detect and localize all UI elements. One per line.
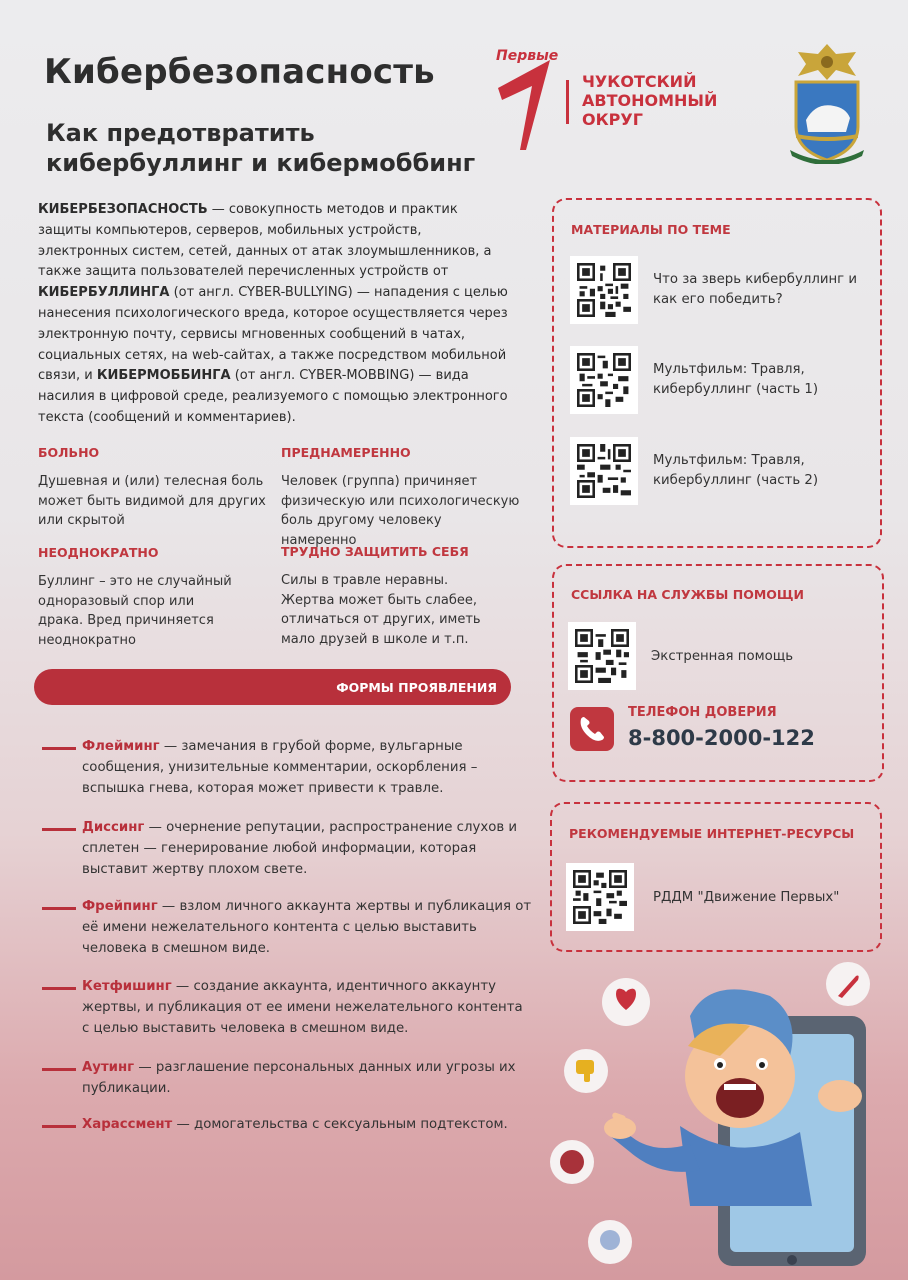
- intro-paragraph: КИБЕРБЕЗОПАСНОСТЬ — совокупность методов и практик защиты компьютеров, серверов, мобильных устройств, электронных систем, сетей, данных от атак злоумышленников, а также защита пользователей перечисленных устройств от КИБЕРБУЛЛИНГА (от англ. CYBER-BULLYING) — нападения с целью нанесения психологического вреда, которое осуществляется через электронную почту, сервисы мгновенных сообщений в чатах, социальных сетях, на web-сайтах, а также посредством мобильной связи, и КИБЕРМОББИНГА (от англ. CYBER-MOBBING) — вида насилия в цифровой среде, реализуемого с помощью электронного текста (сообщений и комментариев).: [38, 202, 508, 425]
- resource-label[interactable]: РДДМ "Движение Первых": [653, 890, 840, 905]
- material-label[interactable]: Мультфильм: Травля, кибербуллинг (часть 2): [653, 453, 819, 488]
- resources-title: РЕКОМЕНДУЕМЫЕ ИНТЕРНЕТ-РЕСУРСЫ: [569, 826, 855, 841]
- feature-text: Силы в травле неравны. Жертва может быть слабее, отличаться от других, иметь мало друзей в школе и т.п.: [281, 573, 481, 647]
- chukotka-coat-of-arms-icon: [786, 40, 868, 164]
- material-label[interactable]: Мультфильм: Травля, кибербуллинг (часть 1): [653, 362, 819, 397]
- form-item-fraping: Фрейпинг — взлом личного аккаунта жертвы и публикация от её имени нежелательного контента с целью выставить человека в смешном виде.: [42, 897, 532, 959]
- angry-teen-illustration: [540, 956, 890, 1276]
- feature-heading: ПРЕДНАМЕРЕННО: [281, 445, 411, 460]
- qr-code-material-3[interactable]: [570, 437, 638, 505]
- phone-icon[interactable]: [570, 707, 614, 751]
- logo-word: Первые: [496, 48, 559, 64]
- pervye-logo: [486, 48, 756, 158]
- feature-heading: ТРУДНО ЗАЩИТИТЬ СЕБЯ: [281, 544, 469, 559]
- qr-code-resource[interactable]: [566, 863, 634, 931]
- number-one-logo-icon: [492, 52, 552, 152]
- materials-title: МАТЕРИАЛЫ ПО ТЕМЕ: [571, 222, 731, 237]
- qr-code-icon: [575, 629, 629, 683]
- logo-divider: [566, 80, 569, 124]
- qr-code-icon: [577, 263, 631, 317]
- form-item-flaming: Флейминг — замечания в грубой форме, вульгарные сообщения, унизительные комментарии, оскорбления – вспышка гнева, которая может привести к травле.: [42, 737, 532, 799]
- forms-section-header: ФОРМЫ ПРОЯВЛЕНИЯ: [34, 669, 511, 705]
- feature-text: Человек (группа) причиняет физическую или психологическую боль другому человеку намеренно: [281, 474, 520, 548]
- helpline-number[interactable]: 8-800-2000-122: [628, 726, 815, 750]
- qr-code-icon: [573, 870, 627, 924]
- chat-bubble-rocket-icon: [826, 962, 870, 1006]
- qr-code-material-2[interactable]: [570, 346, 638, 414]
- qr-code-material-1[interactable]: [570, 256, 638, 324]
- form-item-catfishing: Кетфишинг — создание аккаунта, идентичного аккаунту жертвы, и публикация от ее имени нежелательного контента с целью выставить человека в смешном виде.: [42, 977, 532, 1039]
- phone-handset-icon: [570, 707, 614, 751]
- helpline-title: ТЕЛЕФОН ДОВЕРИЯ: [628, 705, 777, 720]
- feature-deliberate: [281, 445, 521, 550]
- form-item-dissing: Диссинг — очернение репутации, распространение слухов и сплетен — генерирование любой информации, которая выставит жертву плохом свете.: [42, 818, 532, 880]
- feature-text: Душевная и (или) телесная боль может быть видимой для других или скрытой: [38, 474, 266, 528]
- page-title: Кибербезопасность: [44, 52, 435, 92]
- help-title: ССЫЛКА НА СЛУЖБЫ ПОМОЩИ: [571, 587, 804, 602]
- form-item-harassment: Харассмент — домогательства с сексуальным подтекстом.: [42, 1115, 532, 1136]
- qr-code-emergency[interactable]: [568, 622, 636, 690]
- feature-painful: [38, 445, 278, 531]
- feature-hard-to-defend: [281, 544, 521, 649]
- form-item-outing: Аутинг — разглашение персональных данных или угрозы их публикации.: [42, 1058, 532, 1100]
- feature-heading: НЕОДНОКРАТНО: [38, 545, 159, 560]
- emergency-label[interactable]: Экстренная помощь: [651, 649, 794, 664]
- qr-code-icon: [577, 444, 631, 498]
- feature-heading: БОЛЬНО: [38, 445, 100, 460]
- page-subtitle: Как предотвратить кибербуллинг и кибермоббинг: [46, 119, 476, 177]
- qr-code-icon: [577, 353, 631, 407]
- feature-repeated: [38, 545, 278, 650]
- material-label[interactable]: Что за зверь кибербуллинг и как его победить?: [653, 272, 858, 307]
- region-name: ЧУКОТСКИЙ АВТОНОМНЫЙ ОКРУГ: [582, 72, 718, 129]
- feature-text: Буллинг – это не случайный одноразовый спор или драка. Вред причиняется неоднократно: [38, 574, 232, 648]
